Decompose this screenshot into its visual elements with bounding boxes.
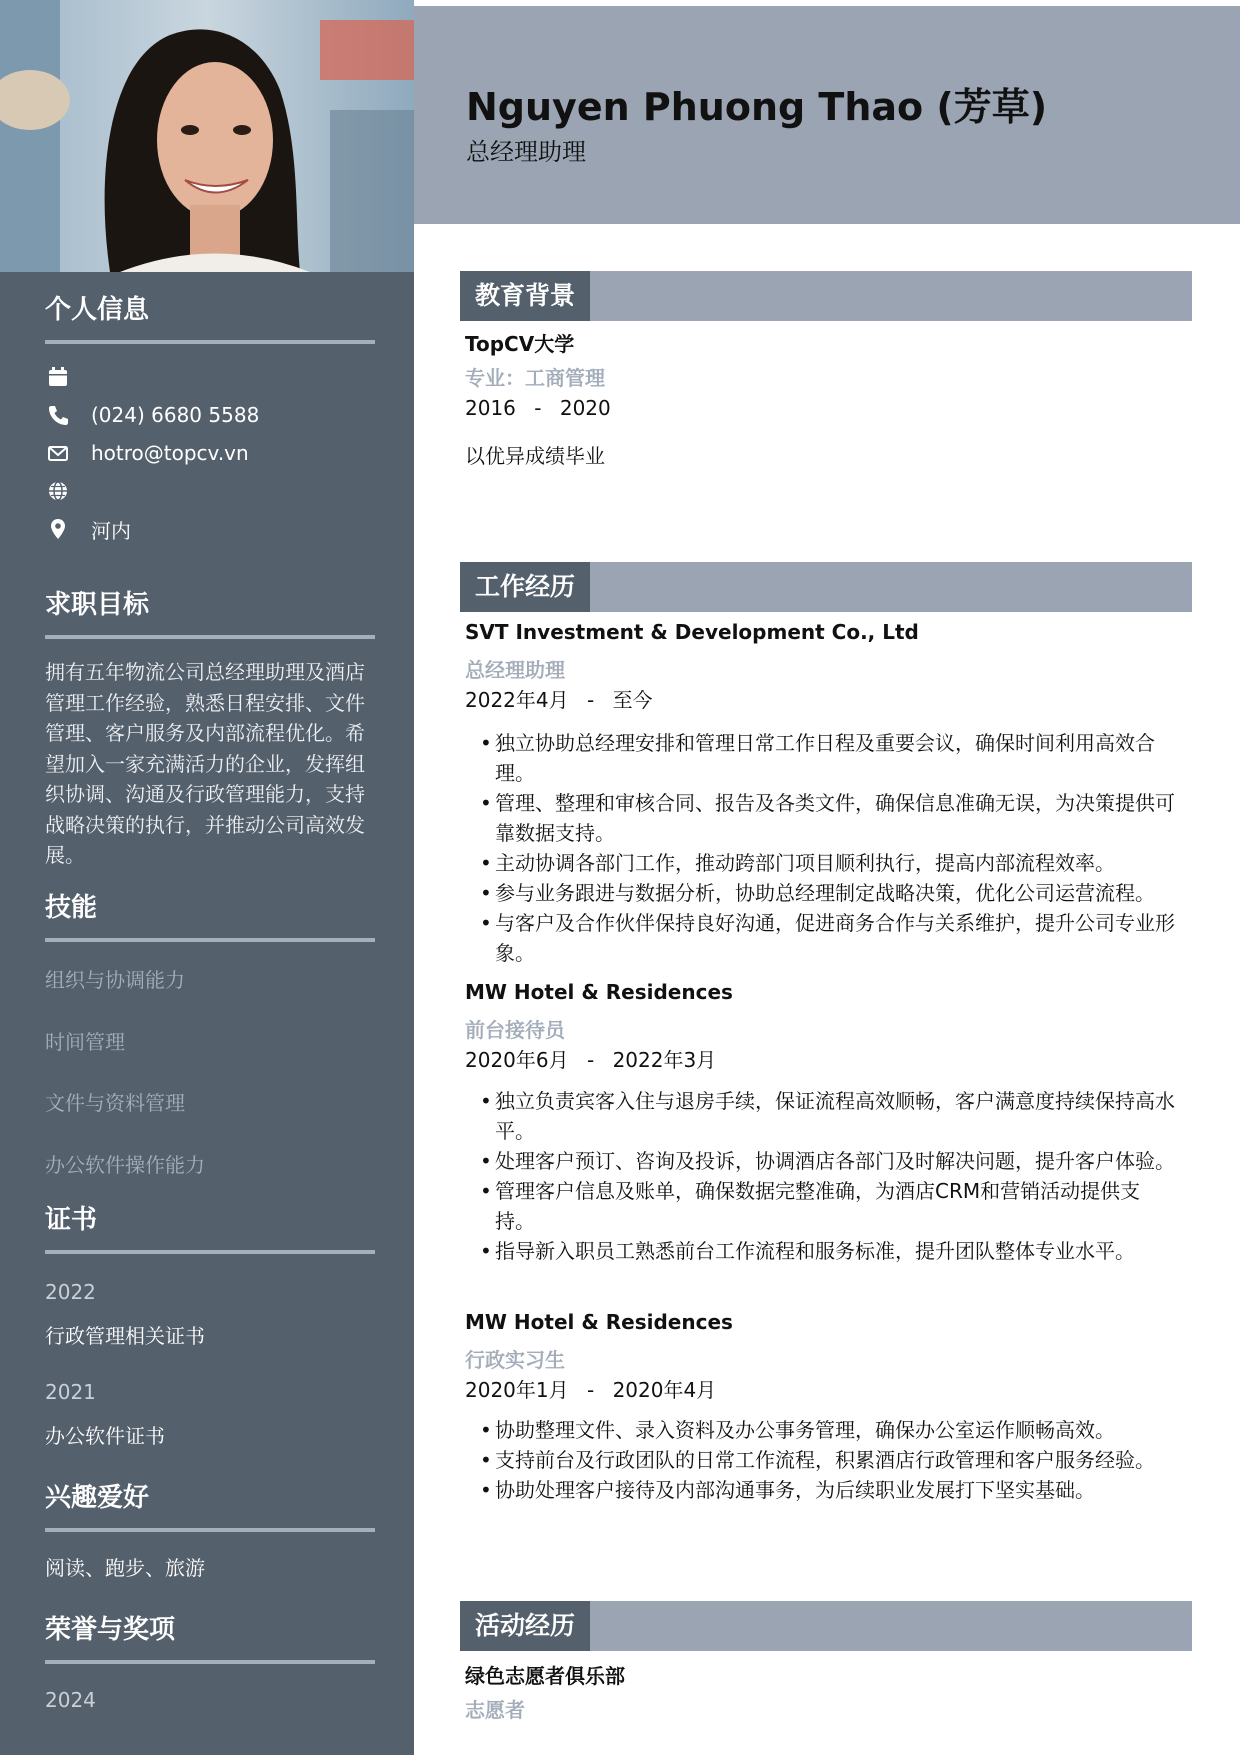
job-bullet: • 处理客户预订、咨询及投诉，协调酒店各部门及时解决问题，提升客户体验。 <box>480 1146 1180 1176</box>
objective-title: 求职目标 <box>45 590 150 620</box>
job-bullet: • 协助整理文件、录入资料及办公事务管理，确保办公室运作顺畅高效。 <box>480 1415 1180 1445</box>
candidate-role: 总经理助理 <box>466 138 586 166</box>
job-position: 总经理助理 <box>465 658 565 682</box>
personal-info-section <box>45 290 375 344</box>
job-end: 2022年3月 <box>612 1048 717 1072</box>
job-dates <box>465 1374 716 1403</box>
certificates-title: 证书 <box>45 1205 98 1235</box>
contact-phone-text: (024) 6680 5588 <box>91 403 260 427</box>
job-bullets <box>480 728 1180 968</box>
section-divider <box>45 1528 375 1532</box>
section-divider <box>45 1660 375 1664</box>
school-name: TopCV大学 <box>465 332 575 356</box>
activities-title: 活动经历 <box>460 1601 590 1651</box>
skill-item: 组织与协调能力 <box>45 968 185 992</box>
job-bullet: • 指导新入职员工熟悉前台工作流程和服务标准，提升团队整体专业水平。 <box>480 1236 1180 1266</box>
work-title: 工作经历 <box>460 562 590 612</box>
job-bullet: • 主动协调各部门工作，推动跨部门项目顺利执行，提高内部流程效率。 <box>480 848 1180 878</box>
award-year: 2024 <box>45 1688 96 1712</box>
contact-email <box>45 438 249 468</box>
job-bullets <box>480 1415 1180 1505</box>
certificate-year: 2021 <box>45 1380 96 1404</box>
job-bullet: • 参与业务跟进与数据分析，协助总经理制定战略决策，优化公司运营流程。 <box>480 878 1180 908</box>
hobbies-text: 阅读、跑步、旅游 <box>45 1556 205 1580</box>
job-bullets <box>480 1086 1180 1266</box>
contact-website <box>45 476 91 506</box>
major: 专业：工商管理 <box>465 366 605 390</box>
skill-item: 办公软件操作能力 <box>45 1153 205 1177</box>
job-company: MW Hotel & Residences <box>465 980 733 1004</box>
contact-birthday <box>45 362 91 392</box>
objective-text: 拥有五年物流公司总经理助理及酒店管理工作经验，熟悉日程安排、文件管理、客户服务及内部流程优化。希望加入一家充满活力的企业，发挥组织协调、沟通及行政管理能力，支持战略决策的执行，并推动公司高效发展。 <box>45 660 365 867</box>
skills-section <box>45 888 375 1177</box>
location-pin-icon <box>45 516 71 542</box>
job-dates <box>465 684 653 713</box>
education-title: 教育背景 <box>460 271 590 321</box>
education-end: 2020 <box>559 396 611 420</box>
envelope-icon <box>45 440 71 466</box>
job-dates <box>465 1044 716 1073</box>
skill-item: 文件与资料管理 <box>45 1091 185 1115</box>
section-divider <box>45 1250 375 1254</box>
job-bullet: • 与客户及合作伙伴保持良好沟通，促进商务合作与关系维护，提升公司专业形象。 <box>480 908 1180 968</box>
contact-email-text: hotro@topcv.vn <box>91 441 249 465</box>
education-note: 以优异成绩毕业 <box>465 444 605 468</box>
awards-section <box>45 1610 375 1712</box>
personal-info-title: 个人信息 <box>45 295 150 325</box>
job-company: MW Hotel & Residences <box>465 1310 733 1334</box>
activity-role: 志愿者 <box>465 1698 525 1722</box>
hobbies-section <box>45 1478 375 1580</box>
objective-section <box>45 585 375 871</box>
job-company: SVT Investment & Development Co., Ltd <box>465 620 919 644</box>
calendar-icon <box>45 364 71 390</box>
education-dates <box>465 396 611 420</box>
awards-title: 荣誉与奖项 <box>45 1615 176 1645</box>
job-bullet: • 独立负责宾客入住与退房手续，保证流程高效顺畅，客户满意度持续保持高水平。 <box>480 1086 1180 1146</box>
job-start: 2020年1月 <box>465 1378 569 1402</box>
profile-photo <box>0 0 414 272</box>
job-bullet: • 管理、整理和审核合同、报告及各类文件，确保信息准确无误，为决策提供可靠数据支持。 <box>480 788 1180 848</box>
certificate-name: 办公软件证书 <box>45 1424 165 1448</box>
job-end: 2020年4月 <box>612 1378 717 1402</box>
contact-address <box>45 514 131 544</box>
certificate-year: 2022 <box>45 1280 96 1304</box>
hobbies-title: 兴趣爱好 <box>45 1483 150 1513</box>
globe-icon <box>45 478 71 504</box>
activity-org: 绿色志愿者俱乐部 <box>465 1664 625 1688</box>
header-banner <box>414 6 1240 224</box>
date-separator: - <box>586 1048 595 1072</box>
section-divider <box>45 635 375 639</box>
sidebar <box>0 0 414 1755</box>
section-divider <box>45 938 375 942</box>
date-separator: - <box>534 396 542 420</box>
job-bullet: • 支持前台及行政团队的日常工作流程，积累酒店行政管理和客户服务经验。 <box>480 1445 1180 1475</box>
skill-item: 时间管理 <box>45 1030 125 1054</box>
job-start: 2022年4月 <box>465 688 569 712</box>
certificate-name: 行政管理相关证书 <box>45 1324 205 1348</box>
job-position: 行政实习生 <box>465 1348 565 1372</box>
candidate-name: Nguyen Phuong Thao (芳草) <box>466 85 1048 129</box>
date-separator: - <box>586 688 595 712</box>
contact-phone <box>45 400 259 430</box>
job-bullet: • 协助处理客户接待及内部沟通事务，为后续职业发展打下坚实基础。 <box>480 1475 1180 1505</box>
job-bullet: • 管理客户信息及账单，确保数据完整准确，为酒店CRM和营销活动提供支持。 <box>480 1176 1180 1236</box>
date-separator: - <box>586 1378 595 1402</box>
job-start: 2020年6月 <box>465 1048 569 1072</box>
job-position: 前台接待员 <box>465 1018 565 1042</box>
phone-icon <box>45 402 71 428</box>
contact-address-text: 河内 <box>91 518 131 543</box>
certificates-section <box>45 1200 375 1448</box>
education-start: 2016 <box>465 396 516 420</box>
skills-title: 技能 <box>45 893 98 923</box>
job-end: 至今 <box>612 688 653 712</box>
section-divider <box>45 340 375 344</box>
job-bullet: • 独立协助总经理安排和管理日常工作日程及重要会议，确保时间利用高效合理。 <box>480 728 1180 788</box>
